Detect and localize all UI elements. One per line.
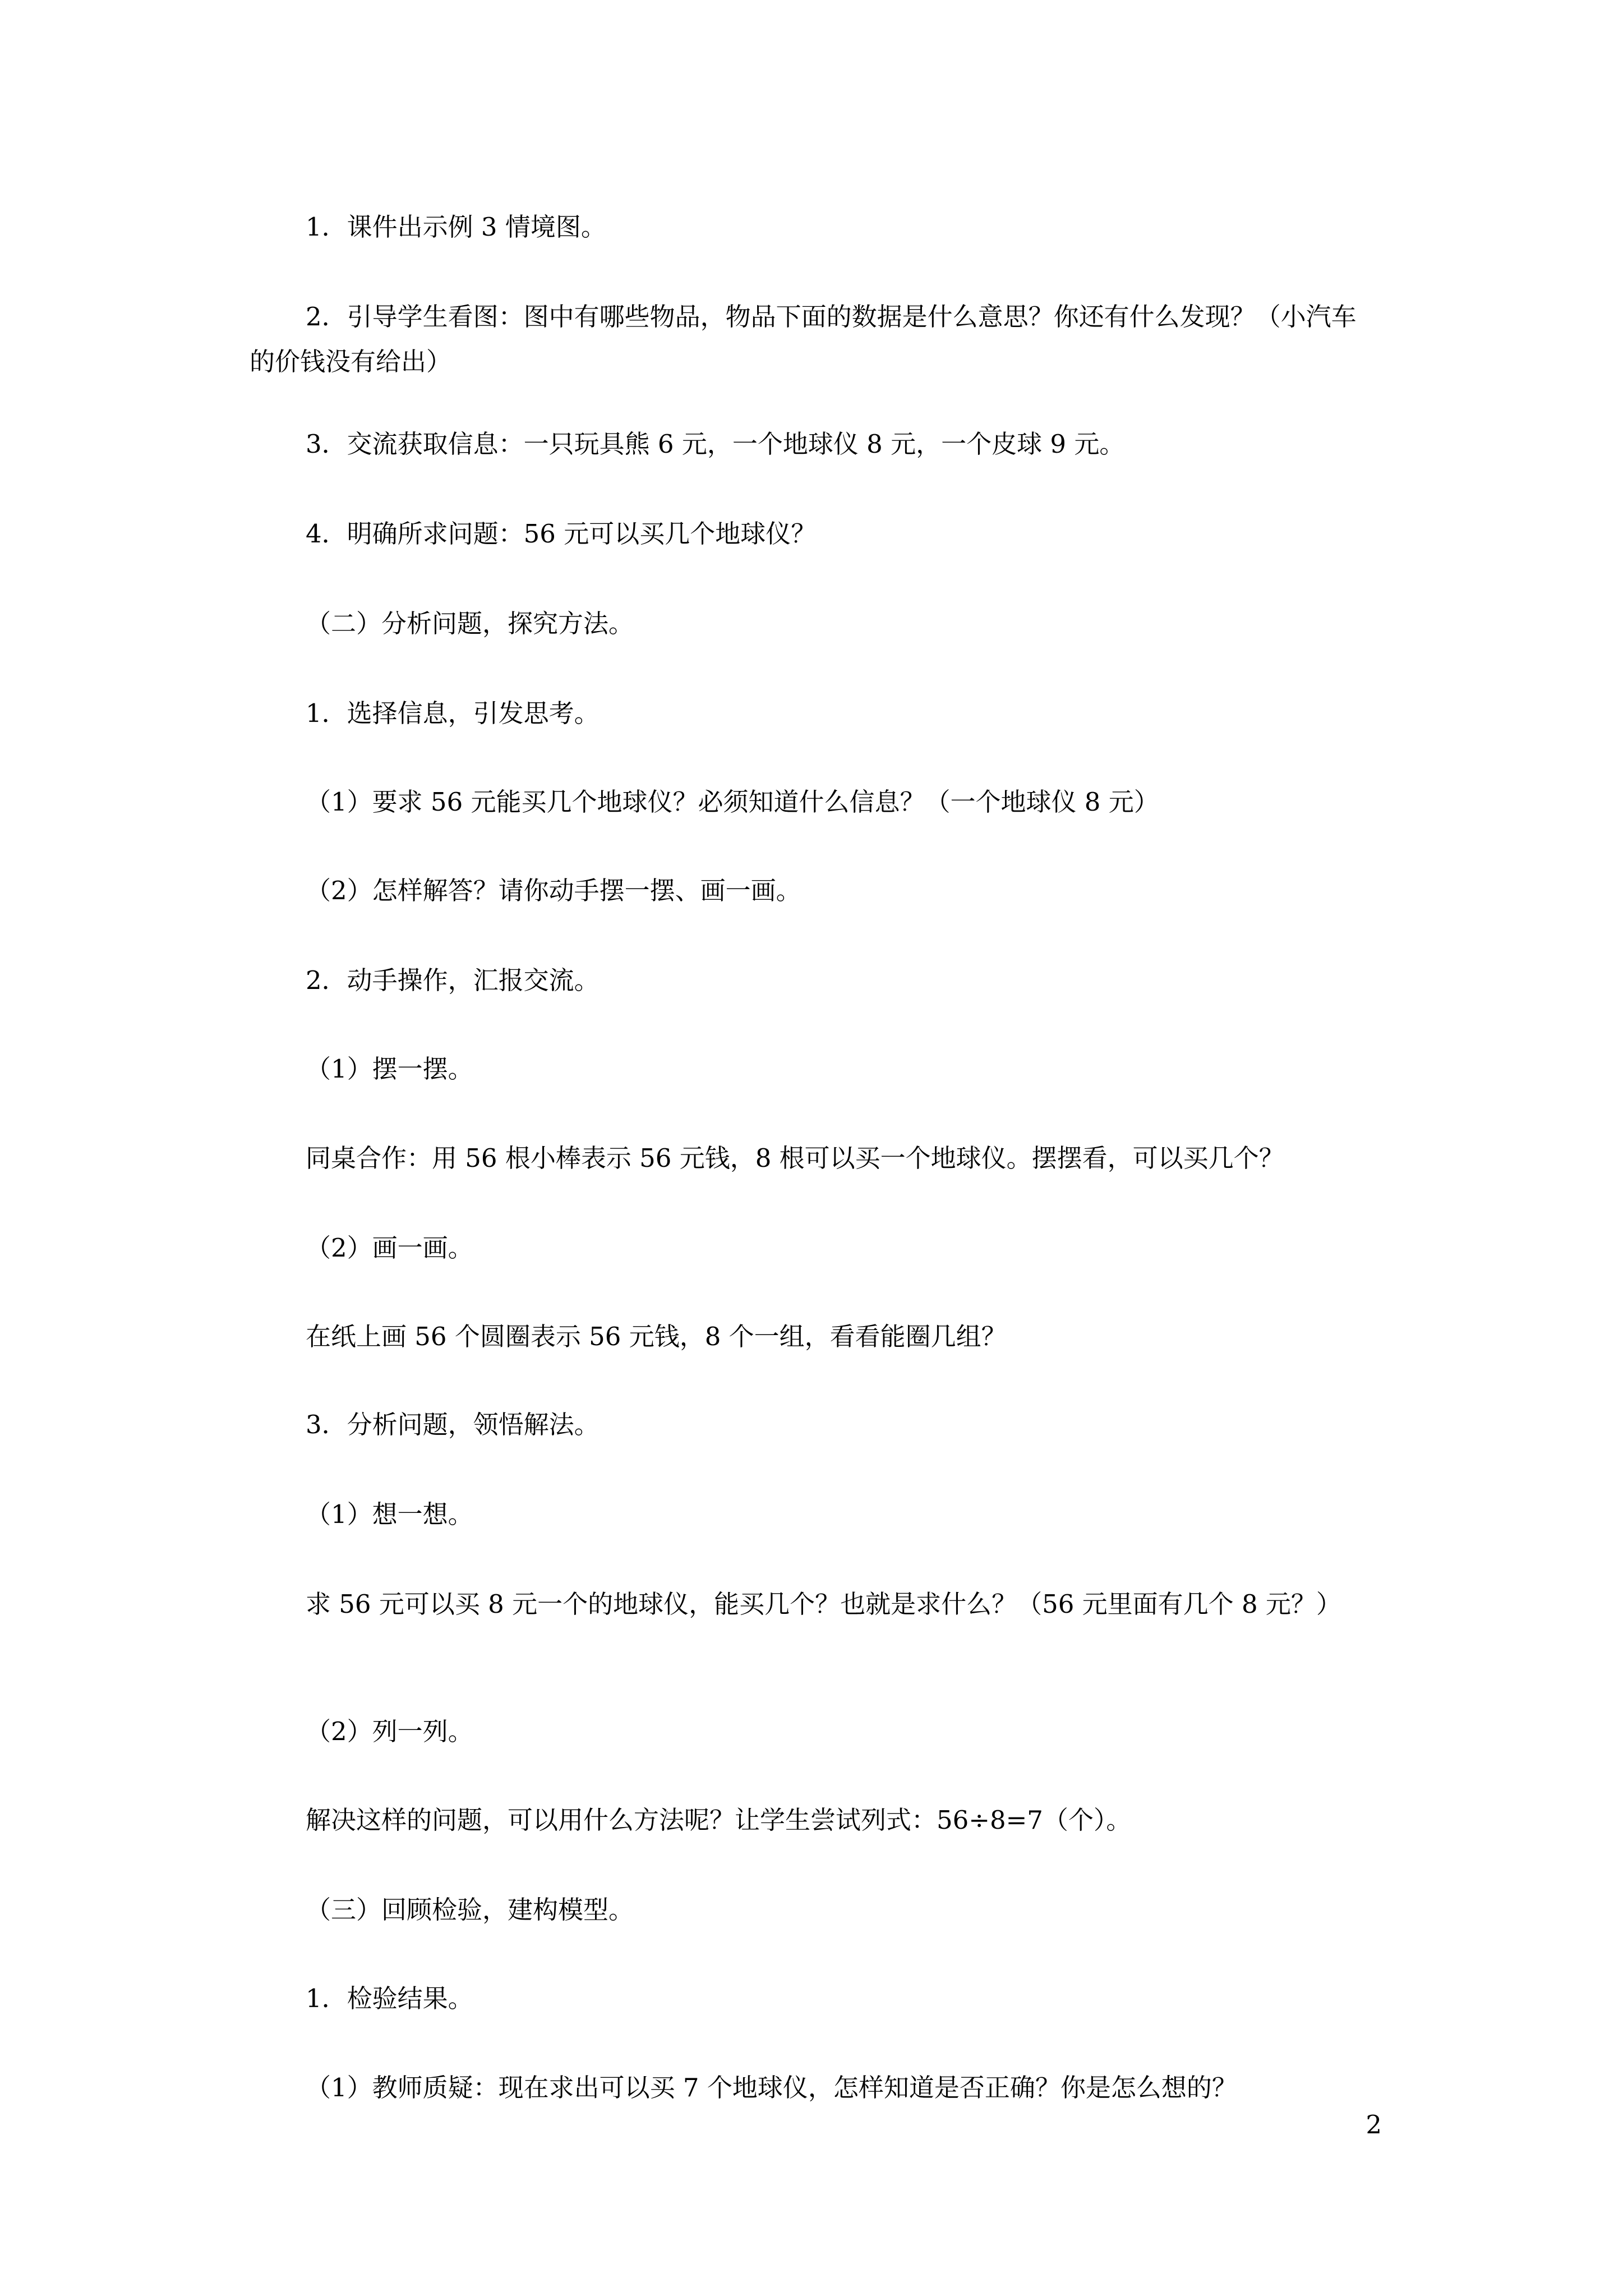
paragraph-equation: 解决这样的问题，可以用什么方法呢？让学生尝试列式：56÷8=7（个）。 <box>306 1805 1132 1835</box>
paragraph-step-2: 2．引导学生看图：图中有哪些物品，物品下面的数据是什么意思？你还有什么发现？（小汽车的价钱没有给出） <box>250 302 1357 376</box>
paragraph-think-question: 求 56 元可以买 8 元一个的地球仪，能买几个？也就是求什么？（56 元里面有几个 8 元？） <box>306 1589 1341 1619</box>
paragraph-draw-circles: 在纸上画 56 个圆圈表示 56 元钱，8 个一组，看看能圈几组？ <box>306 1322 1007 1351</box>
paragraph-step-3: 3．交流获取信息：一只玩具熊 6 元，一个地球仪 8 元，一个皮球 9 元。 <box>306 429 1125 459</box>
paragraph-select-info: 1．选择信息，引发思考。 <box>306 698 600 728</box>
paragraph-hands-on: 2．动手操作，汇报交流。 <box>306 965 600 995</box>
paragraph-step-1: 1．课件出示例 3 情境图。 <box>306 212 606 242</box>
paragraph-step-4: 4．明确所求问题：56 元可以买几个地球仪？ <box>306 519 817 549</box>
paragraph-question-2: （2）怎样解答？请你动手摆一摆、画一画。 <box>306 876 801 905</box>
section-heading-2: （二）分析问题，探究方法。 <box>306 609 634 638</box>
paragraph-question-1: （1）要求 56 元能买几个地球仪？必须知道什么信息？（一个地球仪 8 元） <box>306 787 1159 817</box>
paragraph-analyze: 3．分析问题，领悟解法。 <box>306 1410 600 1439</box>
paragraph-list: （2）列一列。 <box>306 1717 473 1746</box>
paragraph-pair-work: 同桌合作：用 56 根小棒表示 56 元钱，8 根可以买一个地球仪。摆摆看，可以买几个？ <box>306 1143 1284 1173</box>
paragraph-draw: （2）画一画。 <box>306 1233 473 1263</box>
paragraph-teacher-question: （1）教师质疑：现在求出可以买 7 个地球仪，怎样知道是否正确？你是怎么想的？ <box>306 2073 1237 2102</box>
paragraph-verify: 1．检验结果。 <box>306 1984 473 2013</box>
paragraph-arrange: （1）摆一摆。 <box>306 1054 473 1084</box>
page-number: 2 <box>1366 2110 1382 2139</box>
section-heading-3: （三）回顾检验，建构模型。 <box>306 1895 634 1925</box>
paragraph-think: （1）想一想。 <box>306 1499 473 1529</box>
